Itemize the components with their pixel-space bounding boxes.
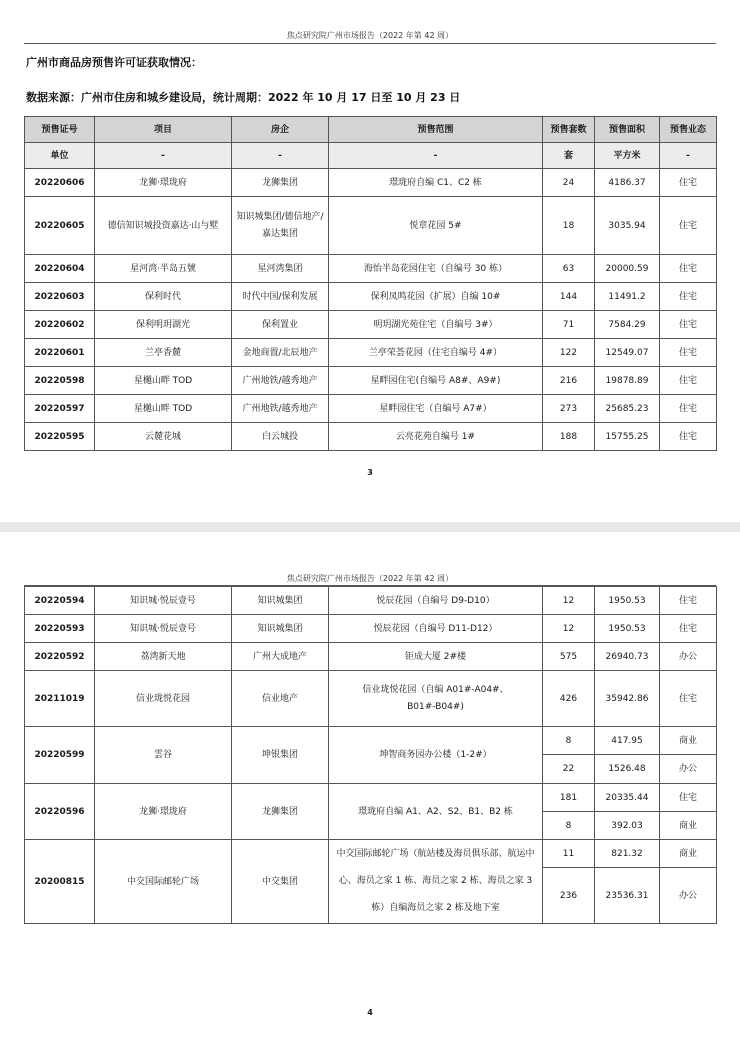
presale-area: 25685.23	[595, 395, 660, 423]
presale-type: 住宅	[660, 169, 717, 197]
presale-scope: 兰亭荣荟花园（住宅自编号 4#）	[329, 339, 543, 367]
developer: 白云城投	[232, 423, 329, 451]
presale-units: 575	[543, 643, 595, 671]
permit-id: 20220598	[25, 367, 95, 395]
project-name: 龙狮·璟珑府	[95, 169, 232, 197]
presale-units: 144	[543, 283, 595, 311]
permit-id: 20220602	[25, 311, 95, 339]
presale-permit-table-continued	[24, 586, 717, 924]
table-row	[25, 727, 717, 755]
presale-type: 商业	[660, 812, 717, 840]
permit-id: 20220592	[25, 643, 95, 671]
col-header: 预售面积	[595, 117, 660, 143]
presale-units: 8	[543, 727, 595, 755]
table-row	[25, 311, 717, 339]
presale-scope: 海怡半岛花园住宅（自编号 30 栋）	[329, 255, 543, 283]
project-name: 兰亭香麓	[95, 339, 232, 367]
presale-type: 住宅	[660, 311, 717, 339]
data-source-line: 数据来源：广州市住房和城乡建设局，统计周期：2022 年 10 月 17 日至 10 月 23 日	[26, 91, 461, 104]
table-row	[25, 840, 717, 868]
presale-permit-table	[24, 116, 717, 451]
permit-id: 20220606	[25, 169, 95, 197]
presale-type: 住宅	[660, 367, 717, 395]
table-row	[25, 283, 717, 311]
permit-id: 20211019	[25, 671, 95, 727]
col-header: 预售业态	[660, 117, 717, 143]
table-row	[25, 197, 717, 255]
developer: 信业地产	[232, 671, 329, 727]
presale-units: 236	[543, 868, 595, 924]
table-row	[25, 671, 717, 727]
presale-area: 26940.73	[595, 643, 660, 671]
table-row	[25, 169, 717, 197]
presale-area: 11491.2	[595, 283, 660, 311]
table-row	[25, 784, 717, 812]
unit-row	[25, 143, 717, 169]
col-header: 预售套数	[543, 117, 595, 143]
project-name: 云麓花城	[95, 423, 232, 451]
presale-type: 住宅	[660, 339, 717, 367]
presale-scope: 信业珑悦花园（自编 A01#-A04#、B01#-B04#)	[329, 671, 543, 727]
table-row	[25, 255, 717, 283]
presale-units: 24	[543, 169, 595, 197]
project-name: 知识城·悦辰壹号	[95, 587, 232, 615]
developer: 知识城集团/德信地产/嘉达集团	[232, 197, 329, 255]
presale-type: 住宅	[660, 255, 717, 283]
presale-area: 1950.53	[595, 587, 660, 615]
presale-units: 273	[543, 395, 595, 423]
presale-scope: 星畔园住宅(自编号 A8#、A9#)	[329, 367, 543, 395]
developer: 龙狮集团	[232, 169, 329, 197]
presale-units: 22	[543, 755, 595, 784]
presale-scope: 中交国际邮轮广场（航站楼及海员俱乐部、航运中心、海员之家 1 栋、海员之家 2 栋、海员之家 3 栋）自编海员之家 2 栋及地下室	[329, 840, 543, 924]
project-name: 信业珑悦花园	[95, 671, 232, 727]
unit-cell: 套	[543, 143, 595, 169]
col-header: 预售证号	[25, 117, 95, 143]
presale-area: 15755.25	[595, 423, 660, 451]
report-page-4	[0, 532, 740, 1040]
presale-type: 住宅	[660, 423, 717, 451]
presale-area: 20335.44	[595, 784, 660, 812]
presale-area: 3035.94	[595, 197, 660, 255]
unit-cell: 平方米	[595, 143, 660, 169]
presale-type: 住宅	[660, 197, 717, 255]
permit-id: 20220594	[25, 587, 95, 615]
permit-id: 20220603	[25, 283, 95, 311]
table-row	[25, 423, 717, 451]
presale-units: 181	[543, 784, 595, 812]
page-number: 4	[367, 1008, 373, 1017]
page-header: 焦点研究院广州市场报告（2022 年第 42 周）	[286, 31, 454, 40]
presale-units: 11	[543, 840, 595, 868]
presale-scope: 云亮花苑自编号 1#	[329, 423, 543, 451]
presale-scope: 悦辰花园（自编号 D11-D12）	[329, 615, 543, 643]
developer: 广州地铁/越秀地产	[232, 367, 329, 395]
table-header-row	[25, 117, 717, 143]
presale-area: 1526.48	[595, 755, 660, 784]
presale-type: 住宅	[660, 615, 717, 643]
presale-units: 122	[543, 339, 595, 367]
presale-scope: 明玥湖光苑住宅（自编号 3#）	[329, 311, 543, 339]
permit-id: 20220595	[25, 423, 95, 451]
presale-area: 20000.59	[595, 255, 660, 283]
developer: 知识城集团	[232, 615, 329, 643]
permit-id: 20220597	[25, 395, 95, 423]
developer: 保利置业	[232, 311, 329, 339]
presale-scope: 钜成大厦 2#楼	[329, 643, 543, 671]
presale-type: 住宅	[660, 671, 717, 727]
presale-units: 8	[543, 812, 595, 840]
permit-id: 20220604	[25, 255, 95, 283]
presale-type: 商业	[660, 840, 717, 868]
presale-units: 426	[543, 671, 595, 727]
developer: 坤银集团	[232, 727, 329, 784]
unit-cell: -	[660, 143, 717, 169]
table-row	[25, 615, 717, 643]
presale-area: 35942.86	[595, 671, 660, 727]
presale-units: 71	[543, 311, 595, 339]
project-name: 保利明玥湖光	[95, 311, 232, 339]
presale-scope: 悦辰花园（自编号 D9-D10）	[329, 587, 543, 615]
permit-id: 20220599	[25, 727, 95, 784]
project-name: 星樾山畔 TOD	[95, 395, 232, 423]
developer: 龙狮集团	[232, 784, 329, 840]
presale-area: 7584.29	[595, 311, 660, 339]
presale-area: 417.95	[595, 727, 660, 755]
developer: 中交集团	[232, 840, 329, 924]
presale-area: 392.03	[595, 812, 660, 840]
presale-units: 216	[543, 367, 595, 395]
presale-area: 12549.07	[595, 339, 660, 367]
unit-cell: -	[95, 143, 232, 169]
project-name: 保利时代	[95, 283, 232, 311]
presale-scope: 坤智商务园办公楼（1-2#）	[329, 727, 543, 784]
presale-scope: 保利凤鸣花园（扩展）自编 10#	[329, 283, 543, 311]
permit-id: 20200815	[25, 840, 95, 924]
developer: 时代中国/保利发展	[232, 283, 329, 311]
presale-units: 12	[543, 587, 595, 615]
unit-cell: -	[232, 143, 329, 169]
table-row	[25, 643, 717, 671]
presale-area: 4186.37	[595, 169, 660, 197]
presale-type: 住宅	[660, 283, 717, 311]
col-header: 项目	[95, 117, 232, 143]
presale-area: 19878.89	[595, 367, 660, 395]
header-divider	[24, 43, 716, 44]
project-name: 德信知识城投资嘉达·山与墅	[95, 197, 232, 255]
presale-units: 63	[543, 255, 595, 283]
presale-type: 住宅	[660, 587, 717, 615]
project-name: 知识城·悦辰壹号	[95, 615, 232, 643]
permit-id: 20220605	[25, 197, 95, 255]
col-header: 房企	[232, 117, 329, 143]
developer: 广州大成地产	[232, 643, 329, 671]
developer: 广州地铁/越秀地产	[232, 395, 329, 423]
unit-cell: -	[329, 143, 543, 169]
presale-units: 18	[543, 197, 595, 255]
presale-scope: 璟珑府自编 A1、A2、S2、B1、B2 栋	[329, 784, 543, 840]
page-separator	[0, 522, 740, 532]
presale-type: 商业	[660, 727, 717, 755]
presale-type: 住宅	[660, 395, 717, 423]
table-row	[25, 587, 717, 615]
presale-type: 办公	[660, 755, 717, 784]
presale-type: 办公	[660, 868, 717, 924]
unit-cell: 单位	[25, 143, 95, 169]
presale-scope: 璟珑府自编 C1、C2 栋	[329, 169, 543, 197]
project-name: 中交国际邮轮广场	[95, 840, 232, 924]
presale-scope: 星畔园住宅（自编号 A7#）	[329, 395, 543, 423]
project-name: 雲谷	[95, 727, 232, 784]
presale-area: 1950.53	[595, 615, 660, 643]
presale-units: 188	[543, 423, 595, 451]
presale-units: 12	[543, 615, 595, 643]
section-title: 广州市商品房预售许可证获取情况：	[26, 56, 202, 69]
developer: 知识城集团	[232, 587, 329, 615]
permit-id: 20220601	[25, 339, 95, 367]
developer: 金地商置/北辰地产	[232, 339, 329, 367]
page-header: 焦点研究院广州市场报告（2022 年第 42 周）	[286, 574, 454, 583]
project-name: 星河湾·半岛五號	[95, 255, 232, 283]
project-name: 龙狮·璟珑府	[95, 784, 232, 840]
presale-type: 住宅	[660, 784, 717, 812]
project-name: 荔湾新天地	[95, 643, 232, 671]
permit-id: 20220593	[25, 615, 95, 643]
presale-area: 821.32	[595, 840, 660, 868]
table-row	[25, 367, 717, 395]
table-row	[25, 395, 717, 423]
presale-area: 23536.31	[595, 868, 660, 924]
developer: 星河湾集团	[232, 255, 329, 283]
project-name: 星樾山畔 TOD	[95, 367, 232, 395]
permit-id: 20220596	[25, 784, 95, 840]
col-header: 预售范围	[329, 117, 543, 143]
presale-type: 办公	[660, 643, 717, 671]
presale-scope: 悦章花园 5#	[329, 197, 543, 255]
table-row	[25, 339, 717, 367]
page-number: 3	[367, 468, 373, 477]
